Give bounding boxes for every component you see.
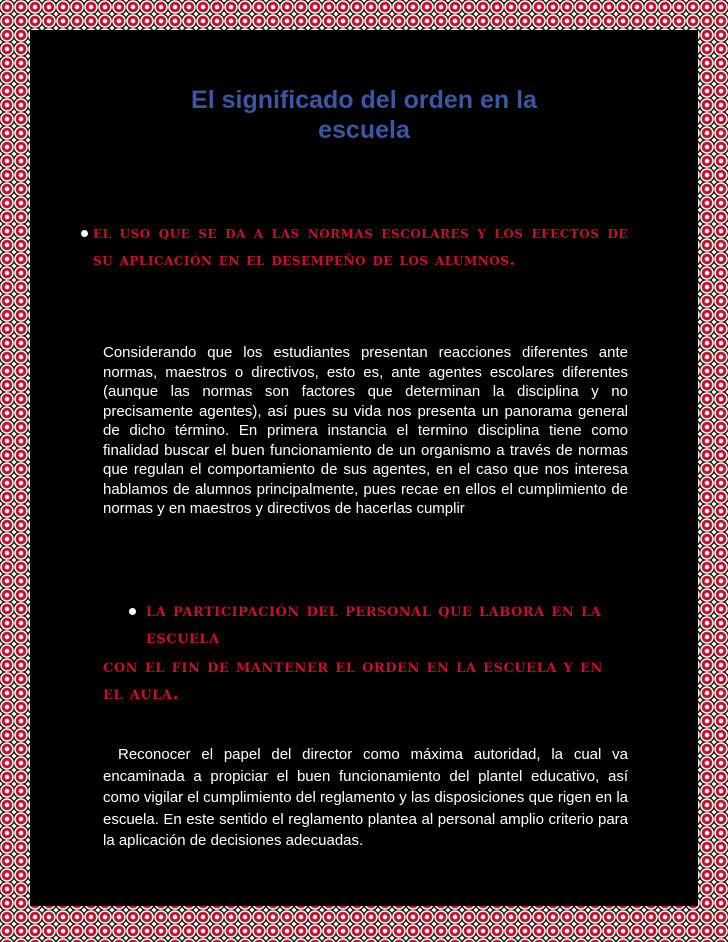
page-title [30,85,698,145]
paragraph-1: Considerando que los estudiantes presentan reacciones diferentes ante normas, maestros o directivos, esto es, ante agentes escolares diferentes (aunque las normas son factores que determinan la disciplina y no precisamente agentes), así pues su vida nos presenta un panorama general de dicho término. En primera instancia el termino disciplina tiene como finalidad buscar el buen funcionamiento de un organismo a través de normas que regulan el comportamiento de sus agentes, en el caso que nos interesa hablamos de alumnos principalmente, pues recae en ellos el cumplimiento de normas y en maestros y directivos de hacerlas cumplir [103,344,628,517]
section-heading: con el fin de mantener el orden en la escuela y en el aula. [103,656,603,704]
bullet-dot-icon [129,608,136,615]
page-title-line1: El significado del orden en la [191,86,537,114]
bullet-heading-2: la participación del personal que labora en la escuela [146,600,602,648]
paragraph-2: Reconocer el papel del director como máxima autoridad, la cual va encaminada a propiciar el buen funcionamiento del plantel educativo, así como vigilar el cumplimiento del reglamento y las disposiciones que rigen en la escuela. En este sentido el reglamento plantea al personal amplio criterio para la aplicación de decisiones adecuadas. [103,746,628,849]
page-title-line2: escuela [318,116,410,144]
document-page [30,30,698,906]
bullet-heading-1: el uso que se da a las normas escolares y los efectos de su aplicación en el desempeño de los alumnos. [93,223,628,270]
bullet-dot-icon [81,230,88,237]
